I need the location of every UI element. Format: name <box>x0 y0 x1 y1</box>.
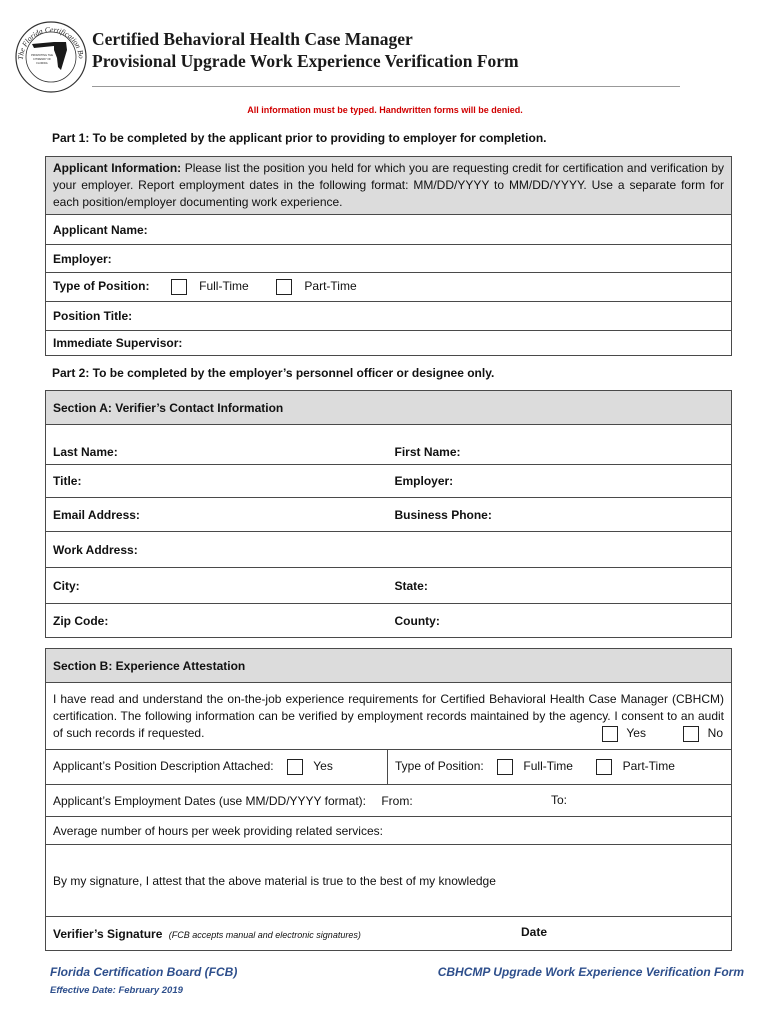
applicant-info-cell <box>46 157 732 215</box>
svg-text:FLORIDA: FLORIDA <box>36 62 48 65</box>
immediate-supervisor-field[interactable] <box>46 331 732 356</box>
verifier-signature-label: Verifier’s Signature <box>53 926 163 941</box>
email-field[interactable] <box>46 498 388 532</box>
fcb-seal-logo <box>14 20 88 94</box>
applicant-name-field[interactable] <box>46 215 732 245</box>
footer-organization: Florida Certification Board (FCB) <box>50 965 238 979</box>
work-address-field[interactable] <box>46 532 732 568</box>
type-of-position-row <box>46 273 732 302</box>
position-description-label: Applicant’s Position Description Attached: <box>53 759 274 774</box>
signature-note: (FCB accepts manual and electronic signatures) <box>168 929 361 940</box>
full-time-checkbox[interactable] <box>171 279 187 295</box>
signature-row <box>46 917 732 951</box>
verifier-title-label: Title: <box>53 474 82 488</box>
state-field[interactable] <box>388 568 732 604</box>
attestation-text: I have read and understand the on-the-job experience requirements for Certified Behavioral Health Case Manager (CBHCM) certification. The following information can be verified by employment records maintained by the agency. I consent to an audit of such records if requested. <box>53 691 725 740</box>
verifier-employer-field[interactable] <box>388 465 732 498</box>
verifier-part-time-label: Part-Time <box>622 759 675 774</box>
from-label: From: <box>381 793 413 808</box>
email-label: Email Address: <box>53 507 140 522</box>
verifier-full-time-checkbox[interactable] <box>497 759 513 775</box>
verifier-type-of-position-cell <box>388 750 732 785</box>
applicant-info-text: Please list the position you held for which you are requesting credit for certification and verification by your employer. Report employment dates in the following format: MM/DD/YYYY to MM/DD/YYYY. Use a separate form for each position/employer documenting work experience. <box>53 161 724 209</box>
verifier-title-field[interactable] <box>46 465 388 498</box>
attestation-cell <box>46 683 732 750</box>
applicant-name-label: Applicant Name: <box>53 222 148 237</box>
employer-label: Employer: <box>53 251 112 266</box>
first-name-field[interactable] <box>388 425 732 465</box>
part2-heading: Part 2: To be completed by the employer’s personnel officer or designee only. <box>52 366 495 380</box>
immediate-supervisor-label: Immediate Supervisor: <box>53 336 183 350</box>
employer-field[interactable] <box>46 245 732 273</box>
average-hours-label: Average number of hours per week providing related services: <box>53 823 383 838</box>
part-time-checkbox[interactable] <box>276 279 292 295</box>
verifier-employer-label: Employer: <box>394 474 454 488</box>
full-time-label: Full-Time <box>199 279 249 294</box>
signature-attestation-cell <box>46 845 732 917</box>
consent-no-label: No <box>707 726 724 740</box>
typed-notice: All information must be typed. Handwritten forms will be denied. <box>247 105 523 115</box>
city-field[interactable] <box>46 568 388 604</box>
verifier-type-of-position-label: Type of Position: <box>395 759 484 774</box>
average-hours-field[interactable] <box>46 817 732 845</box>
type-of-position-label: Type of Position: <box>53 279 150 294</box>
date-label: Date <box>521 925 548 939</box>
verifier-part-time-checkbox[interactable] <box>596 759 612 775</box>
business-phone-label: Business Phone: <box>394 507 492 522</box>
business-phone-field[interactable] <box>388 498 732 532</box>
to-label: To: <box>551 793 568 807</box>
employment-dates-field[interactable] <box>46 785 732 817</box>
position-title-field[interactable] <box>46 302 732 331</box>
section-b-heading: Section B: Experience Attestation <box>53 658 246 673</box>
consent-yes-label: Yes <box>626 726 646 740</box>
position-description-cell <box>46 750 388 785</box>
consent-no-checkbox[interactable] <box>683 726 699 742</box>
last-name-label: Last Name: <box>53 444 118 459</box>
applicant-info-label: Applicant Information: <box>53 161 182 175</box>
section-b-table <box>45 648 732 951</box>
position-title-label: Position Title: <box>53 309 133 323</box>
position-description-yes-checkbox[interactable] <box>287 759 303 775</box>
svg-text:PROMOTING THE: PROMOTING THE <box>31 54 53 57</box>
verifier-full-time-label: Full-Time <box>523 759 573 774</box>
city-label: City: <box>53 578 80 593</box>
zip-code-label: Zip Code: <box>53 613 109 628</box>
first-name-label: First Name: <box>394 444 461 459</box>
section-a-heading: Section A: Verifier’s Contact Information <box>53 400 284 415</box>
employment-dates-label: Applicant’s Employment Dates (use MM/DD/YYYY format): <box>53 793 366 808</box>
position-description-yes-label: Yes <box>313 759 333 774</box>
section-a-table <box>45 390 732 638</box>
form-title-line-2: Provisional Upgrade Work Experience Verification Form <box>92 51 519 71</box>
title-divider <box>92 86 680 87</box>
consent-yes-checkbox[interactable] <box>602 726 618 742</box>
county-field[interactable] <box>388 604 732 638</box>
part1-heading: Part 1: To be completed by the applicant prior to providing to employer for completion. <box>52 131 547 145</box>
footer-effective-date: Effective Date: February 2019 <box>50 985 183 996</box>
footer-form-name: CBHCMP Upgrade Work Experience Verification Form <box>437 965 744 979</box>
zip-code-field[interactable] <box>46 604 388 638</box>
state-label: State: <box>394 578 428 593</box>
svg-text:CITIZENRY OF: CITIZENRY OF <box>33 58 51 61</box>
part-time-label: Part-Time <box>304 279 357 294</box>
signature-attestation-text: By my signature, I attest that the above material is true to the best of my knowledge <box>53 873 496 888</box>
svg-text:The Florida Certification Boar: The Florida Certification Bo <box>15 24 86 61</box>
form-title-line-1: Certified Behavioral Health Case Manager <box>92 29 413 49</box>
work-address-label: Work Address: <box>53 542 138 557</box>
last-name-field[interactable] <box>46 425 388 465</box>
part1-table <box>45 156 732 356</box>
county-label: County: <box>394 613 440 628</box>
